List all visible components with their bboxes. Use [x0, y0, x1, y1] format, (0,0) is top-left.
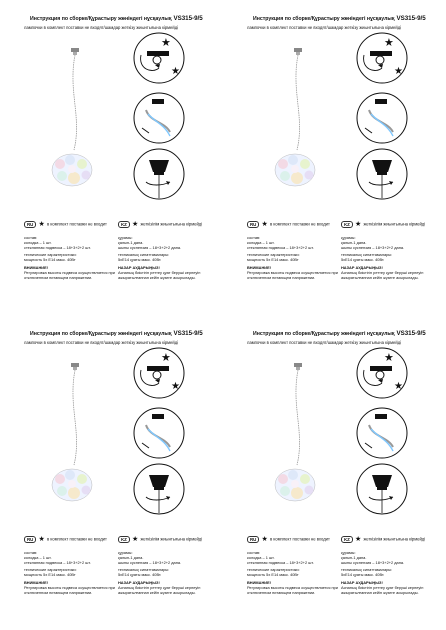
assembly-illustration	[0, 32, 223, 212]
subtitle: лампочки в комплект поставки не входят/шамдар жеткізу жиынтығына кірмейді	[24, 25, 179, 30]
ru-warning: Регулировка высоты подвеса осуществляется при отключенном питающем напряжении.	[247, 584, 338, 595]
kz-item: қалып-1 дана.	[118, 554, 144, 560]
kz-item: шыны суспензия – 18+3+2+2 дана.	[118, 559, 182, 565]
kz-badge: KZ	[341, 221, 353, 228]
kz-specs-title: техникалық сипаттамалары:	[118, 567, 170, 573]
kz-warning-title: НАЗАР АУДАРЫҢЫЗ!	[118, 579, 160, 585]
ru-item: колодка – 1 шт.	[24, 239, 52, 245]
ru-note	[247, 220, 330, 228]
ru-item: колодка – 1 шт.	[247, 554, 275, 560]
ru-column	[24, 551, 120, 595]
ru-item: колодка – 1 шт.	[24, 554, 52, 560]
kz-specs: 5хE14 қуаты макс. 40Вт.	[341, 572, 385, 578]
ru-specs-title: технические характеристики:	[24, 567, 77, 573]
kz-specs: 5хE14 қуаты макс. 40Вт.	[341, 257, 385, 263]
detail-circle-2	[357, 93, 407, 143]
assembly-illustration	[223, 347, 446, 527]
kz-section-title: құрамы:	[341, 235, 356, 240]
ru-section-title: состав:	[247, 235, 261, 240]
kz-warning: Аспаның биіктігін реттеу қуат берушi кернеуiн ажыратылғаннан кейiн жүзеге асырылады.	[341, 584, 424, 595]
title: Инструкция по сборке/Құрастыру жөніндегі нұсқаулық VS315-9/5	[30, 330, 203, 337]
kz-warning: Аспаның биіктігін реттеу қуат берушi кернеуiн ажыратылғаннан кейiн жүзеге асырылады.	[118, 269, 201, 280]
kz-note	[341, 220, 425, 228]
ru-item: стеклянная подвеска – 18+3+2+2 шт.	[24, 244, 91, 250]
ru-specs: мощность 5х E14 макс. 40Вт	[247, 572, 299, 578]
star-icon: ★	[38, 536, 45, 543]
ru-item: стеклянная подвеска – 18+3+2+2 шт.	[247, 559, 314, 565]
title: Инструкция по сборке/Құрастыру жөніндегі нұсқаулық VS315-9/5	[30, 15, 203, 22]
star-icon: ★	[261, 221, 268, 228]
subtitle: лампочки в комплект поставки не входят/шамдар жеткізу жиынтығына кірмейді	[247, 340, 402, 345]
kz-note	[341, 535, 425, 543]
kz-badge: KZ	[118, 221, 130, 228]
ru-warning-title: ВНИМАНИЕ!	[247, 579, 271, 585]
ru-note-text: в комплект поставки не входит	[46, 221, 107, 227]
chandelier-glass-cluster	[52, 154, 92, 186]
ru-warning-title: ВНИМАНИЕ!	[24, 579, 48, 585]
ceiling-cup	[294, 48, 302, 55]
kz-specs: 5хE14 қуаты макс. 40Вт.	[118, 257, 162, 263]
kz-column	[341, 551, 441, 595]
kz-section-title: құрамы:	[118, 235, 133, 240]
svg-text:★: ★	[384, 351, 394, 364]
ru-warning: Регулировка высоты подвеса осуществляется при отключенном питающем напряжении.	[24, 269, 115, 280]
ru-item: стеклянная подвеска – 18+3+2+2 шт.	[24, 559, 91, 565]
ru-warning-title: ВНИМАНИЕ!	[24, 264, 48, 270]
assembly-illustration	[223, 32, 446, 212]
ru-note	[24, 535, 107, 543]
ru-column	[247, 551, 343, 595]
ru-warning: Регулировка высоты подвеса осуществляется при отключенном питающем напряжении.	[247, 269, 338, 280]
kz-specs-title: техникалық сипаттамалары:	[341, 567, 393, 573]
ru-column	[24, 236, 120, 280]
kz-column	[118, 551, 218, 595]
ru-note	[247, 535, 330, 543]
kz-warning-title: НАЗАР АУДАРЫҢЫЗ!	[341, 579, 383, 585]
svg-text:★: ★	[384, 36, 394, 49]
ru-note-text: в комплект поставки не входит	[269, 221, 330, 227]
kz-section-title: құрамы:	[341, 550, 356, 555]
svg-text:★: ★	[171, 66, 180, 77]
kz-item: шыны суспензия – 18+3+2+2 дана.	[118, 244, 182, 250]
detail-circle-1	[357, 348, 407, 398]
kz-item: қалып-1 дана.	[118, 239, 144, 245]
ru-specs: мощность 5х E14 макс. 40Вт	[24, 572, 76, 578]
star-icon: ★	[261, 536, 268, 543]
model-code: VS315-9/5	[173, 15, 203, 22]
kz-note	[118, 220, 202, 228]
ru-note-text: в комплект поставки не входит	[46, 536, 107, 542]
star-icon: ★	[355, 221, 362, 228]
ru-warning-title: ВНИМАНИЕ!	[247, 264, 271, 270]
detail-circle-2	[357, 408, 407, 458]
detail-circle-1	[134, 33, 184, 83]
ru-section-title: состав:	[247, 550, 261, 555]
svg-text:★: ★	[171, 381, 180, 392]
detail-circle-3	[134, 464, 184, 514]
assembly-illustration	[0, 347, 223, 527]
kz-item: қалып-1 дана.	[341, 239, 367, 245]
ru-badge: RU	[24, 536, 36, 543]
instruction-panel	[0, 315, 223, 630]
ru-specs-title: технические характеристики:	[247, 252, 300, 258]
star-icon: ★	[132, 221, 139, 228]
subtitle: лампочки в комплект поставки не входят/шамдар жеткізу жиынтығына кірмейді	[24, 340, 179, 345]
detail-circle-2	[134, 408, 184, 458]
ceiling-cup	[71, 48, 79, 55]
kz-note-text: жеткізілім жиынтығына кірмейді	[363, 221, 426, 227]
svg-text:★: ★	[394, 381, 403, 392]
detail-circle-1	[357, 33, 407, 83]
title: Инструкция по сборке/Құрастыру жөніндегі нұсқаулық VS315-9/5	[253, 15, 426, 22]
kz-specs-title: техникалық сипаттамалары:	[118, 252, 170, 258]
kz-badge: KZ	[341, 536, 353, 543]
ru-specs: мощность 5х E14 макс. 40Вт	[247, 257, 299, 263]
kz-warning-title: НАЗАР АУДАРЫҢЫЗ!	[341, 264, 383, 270]
suspension-chain	[73, 55, 77, 150]
model-code: VS315-9/5	[396, 15, 426, 22]
ru-specs-title: технические характеристики:	[247, 567, 300, 573]
model-code: VS315-9/5	[396, 330, 426, 337]
kz-note-text: жеткізілім жиынтығына кірмейді	[140, 221, 203, 227]
ru-specs-title: технические характеристики:	[24, 252, 77, 258]
ru-badge: RU	[247, 221, 259, 228]
kz-note-text: жеткізілім жиынтығына кірмейді	[140, 536, 203, 542]
suspension-chain	[73, 370, 77, 465]
kz-warning-title: НАЗАР АУДАРЫҢЫЗ!	[118, 264, 160, 270]
ru-item: колодка – 1 шт.	[247, 239, 275, 245]
subtitle: лампочки в комплект поставки не входят/шамдар жеткізу жиынтығына кірмейді	[247, 25, 402, 30]
suspension-chain	[296, 55, 300, 150]
svg-text:★: ★	[161, 351, 171, 364]
suspension-chain	[296, 370, 300, 465]
ru-specs: мощность 5х E14 макс. 40Вт	[24, 257, 76, 263]
ru-item: стеклянная подвеска – 18+3+2+2 шт.	[247, 244, 314, 250]
detail-circle-3	[357, 464, 407, 514]
ru-badge: RU	[24, 221, 36, 228]
kz-column	[341, 236, 441, 280]
ru-note	[24, 220, 107, 228]
kz-item: шыны суспензия – 18+3+2+2 дана.	[341, 559, 405, 565]
ru-section-title: состав:	[24, 235, 38, 240]
detail-circle-1	[134, 348, 184, 398]
ru-note-text: в комплект поставки не входит	[269, 536, 330, 542]
svg-text:★: ★	[161, 36, 171, 49]
star-icon: ★	[38, 221, 45, 228]
kz-specs: 5хE14 қуаты макс. 40Вт.	[118, 572, 162, 578]
kz-section-title: құрамы:	[118, 550, 133, 555]
instruction-panel	[0, 0, 223, 315]
detail-circle-3	[134, 149, 184, 199]
ru-section-title: состав:	[24, 550, 38, 555]
kz-badge: KZ	[118, 536, 130, 543]
kz-specs-title: техникалық сипаттамалары:	[341, 252, 393, 258]
instruction-panel	[223, 0, 446, 315]
svg-text:★: ★	[394, 66, 403, 77]
kz-warning: Аспаның биіктігін реттеу қуат берушi кернеуiн ажыратылғаннан кейiн жүзеге асырылады.	[118, 584, 201, 595]
detail-circle-2	[134, 93, 184, 143]
chandelier-glass-cluster	[52, 469, 92, 501]
ceiling-cup	[294, 363, 302, 370]
kz-warning: Аспаның биіктігін реттеу қуат берушi кернеуiн ажыратылғаннан кейiн жүзеге асырылады.	[341, 269, 424, 280]
chandelier-glass-cluster	[275, 154, 315, 186]
ru-badge: RU	[247, 536, 259, 543]
star-icon: ★	[355, 536, 362, 543]
detail-circle-3	[357, 149, 407, 199]
ceiling-cup	[71, 363, 79, 370]
ru-column	[247, 236, 343, 280]
kz-item: шыны суспензия – 18+3+2+2 дана.	[341, 244, 405, 250]
kz-note-text: жеткізілім жиынтығына кірмейді	[363, 536, 426, 542]
kz-note	[118, 535, 202, 543]
kz-column	[118, 236, 218, 280]
instruction-panel	[223, 315, 446, 630]
title: Инструкция по сборке/Құрастыру жөніндегі нұсқаулық VS315-9/5	[253, 330, 426, 337]
kz-item: қалып-1 дана.	[341, 554, 367, 560]
chandelier-glass-cluster	[275, 469, 315, 501]
ru-warning: Регулировка высоты подвеса осуществляется при отключенном питающем напряжении.	[24, 584, 115, 595]
model-code: VS315-9/5	[173, 330, 203, 337]
star-icon: ★	[132, 536, 139, 543]
